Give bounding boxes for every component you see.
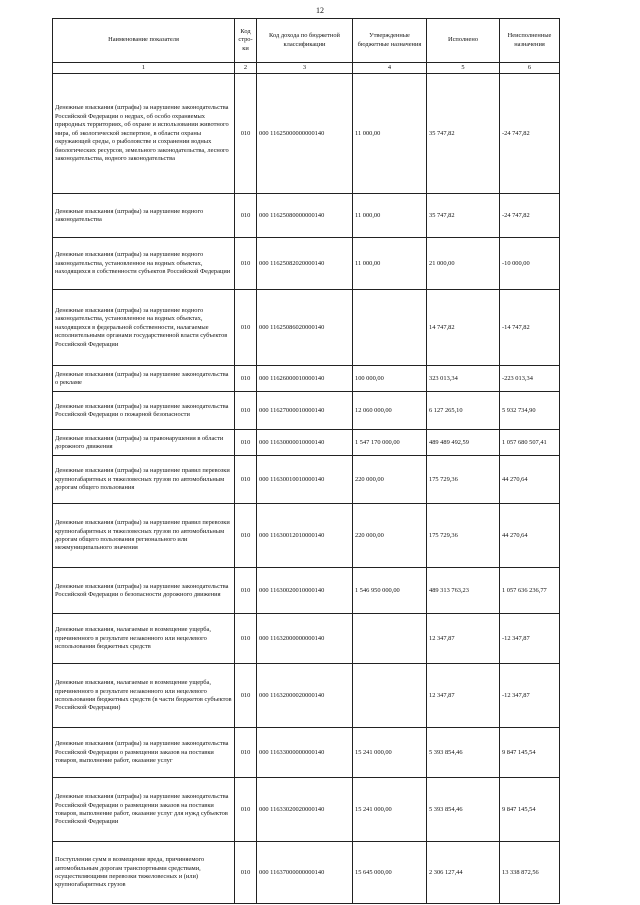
table-body	[53, 74, 560, 904]
income-code: 000 11625000000000140	[257, 74, 353, 194]
income-code: 000 11632000000000140	[257, 614, 353, 664]
executed-amount: 5 393 854,46	[427, 778, 500, 842]
table-row	[53, 778, 560, 842]
income-code: 000 11630010010000140	[257, 456, 353, 504]
income-code: 000 11625086020000140	[257, 290, 353, 366]
approved-amount: 220 000,00	[353, 504, 427, 568]
unexecuted-amount: 44 270,64	[500, 504, 560, 568]
column-number: 4	[353, 63, 427, 74]
table-row	[53, 238, 560, 290]
unexecuted-amount: -12 347,87	[500, 664, 560, 728]
income-code: 000 11625082020000140	[257, 238, 353, 290]
unexecuted-amount: -12 347,87	[500, 614, 560, 664]
executed-amount: 6 127 265,10	[427, 392, 500, 430]
approved-amount: 12 060 000,00	[353, 392, 427, 430]
line-code: 010	[235, 194, 257, 238]
line-code: 010	[235, 74, 257, 194]
executed-amount: 12 347,87	[427, 614, 500, 664]
budget-execution-table	[52, 18, 560, 904]
table-row	[53, 568, 560, 614]
approved-amount: 11 000,00	[353, 74, 427, 194]
column-header-approved: Утвержденные бюджетные назначения	[353, 19, 427, 63]
indicator-name: Денежные взыскания (штрафы) за правонарушения в области дорожного движения	[53, 430, 235, 456]
approved-amount: 220 000,00	[353, 456, 427, 504]
indicator-name: Денежные взыскания (штрафы) за нарушение законодательства Российской Федерации о безопасности дорожного движения	[53, 568, 235, 614]
column-header-name: Наименование показателя	[53, 19, 235, 63]
column-number: 1	[53, 63, 235, 74]
income-code: 000 11637000000000140	[257, 842, 353, 904]
line-code: 010	[235, 568, 257, 614]
table-row	[53, 194, 560, 238]
column-number-row	[53, 63, 560, 74]
table-row	[53, 504, 560, 568]
unexecuted-amount: -24 747,82	[500, 194, 560, 238]
line-code: 010	[235, 456, 257, 504]
executed-amount: 14 747,82	[427, 290, 500, 366]
income-code: 000 11630012010000140	[257, 504, 353, 568]
approved-amount: 11 000,00	[353, 194, 427, 238]
executed-amount: 35 747,82	[427, 74, 500, 194]
line-code: 010	[235, 842, 257, 904]
income-code: 000 11627000010000140	[257, 392, 353, 430]
indicator-name: Денежные взыскания (штрафы) за нарушение законодательства о рекламе	[53, 366, 235, 392]
table-row	[53, 366, 560, 392]
table-row	[53, 842, 560, 904]
unexecuted-amount: 5 932 734,90	[500, 392, 560, 430]
income-code: 000 11633000000000140	[257, 728, 353, 778]
income-code: 000 11626000010000140	[257, 366, 353, 392]
unexecuted-amount: 13 338 872,56	[500, 842, 560, 904]
executed-amount: 489 313 763,23	[427, 568, 500, 614]
line-code: 010	[235, 430, 257, 456]
line-code: 010	[235, 728, 257, 778]
line-code: 010	[235, 290, 257, 366]
line-code: 010	[235, 238, 257, 290]
approved-amount: 1 546 950 000,00	[353, 568, 427, 614]
line-code: 010	[235, 504, 257, 568]
executed-amount: 175 729,36	[427, 504, 500, 568]
indicator-name: Денежные взыскания (штрафы) за нарушение водного законодательства, установленное на водных объектах, находящихся в федеральной собственности, налагаемые исполнительными органами государственной власти субъектов Российской Федерации	[53, 290, 235, 366]
column-number: 3	[257, 63, 353, 74]
column-number: 2	[235, 63, 257, 74]
unexecuted-amount: -223 013,34	[500, 366, 560, 392]
approved-amount: 1 547 170 000,00	[353, 430, 427, 456]
line-code: 010	[235, 778, 257, 842]
indicator-name: Денежные взыскания (штрафы) за нарушение водного законодательства, установленное на водных объектах, находящихся в собственности субъектов Российской Федерации	[53, 238, 235, 290]
table-row	[53, 74, 560, 194]
executed-amount: 489 489 492,59	[427, 430, 500, 456]
indicator-name: Денежные взыскания (штрафы) за нарушение законодательства Российской Федерации о недрах, об особо охраняемых природных территориях, об охране и использовании животного мира, об экологической экспертизе, в области охраны окружающей среды, о рыболовстве и сохранении водных биологических ресурсов, земельного законодательства, лесного законодательства, водного законодательства	[53, 74, 235, 194]
column-header-line-code: Код стро-ки	[235, 19, 257, 63]
unexecuted-amount: 1 057 680 507,41	[500, 430, 560, 456]
executed-amount: 35 747,82	[427, 194, 500, 238]
indicator-name: Денежные взыскания (штрафы) за нарушение правил перевозки крупногабаритных и тяжеловесных грузов по автомобильным дорогам общего пользования регионального или межмуниципального значения	[53, 504, 235, 568]
line-code: 010	[235, 366, 257, 392]
income-code: 000 11630000010000140	[257, 430, 353, 456]
executed-amount: 323 013,34	[427, 366, 500, 392]
page-number: 12	[316, 6, 324, 15]
executed-amount: 2 306 127,44	[427, 842, 500, 904]
line-code: 010	[235, 392, 257, 430]
indicator-name: Денежные взыскания, налагаемые в возмещение ущерба, причиненного в результате незаконного или нецелевого использования бюджетных средств	[53, 614, 235, 664]
approved-amount: 15 241 000,00	[353, 778, 427, 842]
indicator-name: Поступления сумм в возмещение вреда, причиняемого автомобильным дорогам транспортными средствами, осуществляющими перевозки тяжеловесных и (или) крупногабаритных грузов	[53, 842, 235, 904]
table-row	[53, 290, 560, 366]
table-row	[53, 614, 560, 664]
column-header-executed: Исполнено	[427, 19, 500, 63]
column-number: 5	[427, 63, 500, 74]
unexecuted-amount: 9 847 145,54	[500, 728, 560, 778]
approved-amount: 100 000,00	[353, 366, 427, 392]
unexecuted-amount: 9 847 145,54	[500, 778, 560, 842]
column-header-income-code: Код дохода по бюджетной классификации	[257, 19, 353, 63]
table-row	[53, 728, 560, 778]
approved-amount	[353, 664, 427, 728]
indicator-name: Денежные взыскания (штрафы) за нарушение законодательства Российской Федерации о размещении заказов на поставки товаров, выполнение работ, оказание услуг	[53, 728, 235, 778]
unexecuted-amount: -14 747,82	[500, 290, 560, 366]
executed-amount: 5 393 854,46	[427, 728, 500, 778]
table-header-row	[53, 19, 560, 63]
approved-amount	[353, 290, 427, 366]
unexecuted-amount: 44 270,64	[500, 456, 560, 504]
approved-amount: 15 241 000,00	[353, 728, 427, 778]
income-code: 000 11625080000000140	[257, 194, 353, 238]
line-code: 010	[235, 614, 257, 664]
approved-amount	[353, 614, 427, 664]
indicator-name: Денежные взыскания (штрафы) за нарушение правил перевозки крупногабаритных и тяжеловесных грузов по автомобильным дорогам общего пользования	[53, 456, 235, 504]
indicator-name: Денежные взыскания (штрафы) за нарушение водного законодательства	[53, 194, 235, 238]
column-header-unexecuted: Неисполненные назначения	[500, 19, 560, 63]
table-row	[53, 430, 560, 456]
indicator-name: Денежные взыскания (штрафы) за нарушение законодательства Российской Федерации о пожарной безопасности	[53, 392, 235, 430]
income-code: 000 11633020020000140	[257, 778, 353, 842]
income-code: 000 11632000020000140	[257, 664, 353, 728]
line-code: 010	[235, 664, 257, 728]
unexecuted-amount: -10 000,00	[500, 238, 560, 290]
income-code: 000 11630020010000140	[257, 568, 353, 614]
unexecuted-amount: 1 057 636 236,77	[500, 568, 560, 614]
column-number: 6	[500, 63, 560, 74]
executed-amount: 175 729,36	[427, 456, 500, 504]
executed-amount: 21 000,00	[427, 238, 500, 290]
executed-amount: 12 347,87	[427, 664, 500, 728]
unexecuted-amount: -24 747,82	[500, 74, 560, 194]
table-row	[53, 392, 560, 430]
indicator-name: Денежные взыскания, налагаемые в возмещение ущерба, причиненного в результате незаконного или нецелевого использования бюджетных средств (в части бюджетов субъектов Российской Федерации)	[53, 664, 235, 728]
approved-amount: 15 645 000,00	[353, 842, 427, 904]
table-row	[53, 664, 560, 728]
table-row	[53, 456, 560, 504]
approved-amount: 11 000,00	[353, 238, 427, 290]
indicator-name: Денежные взыскания (штрафы) за нарушение законодательства Российской Федерации о размещении заказов на поставки товаров, выполнение работ, оказание услуг для нужд субъектов Российской Федерации	[53, 778, 235, 842]
